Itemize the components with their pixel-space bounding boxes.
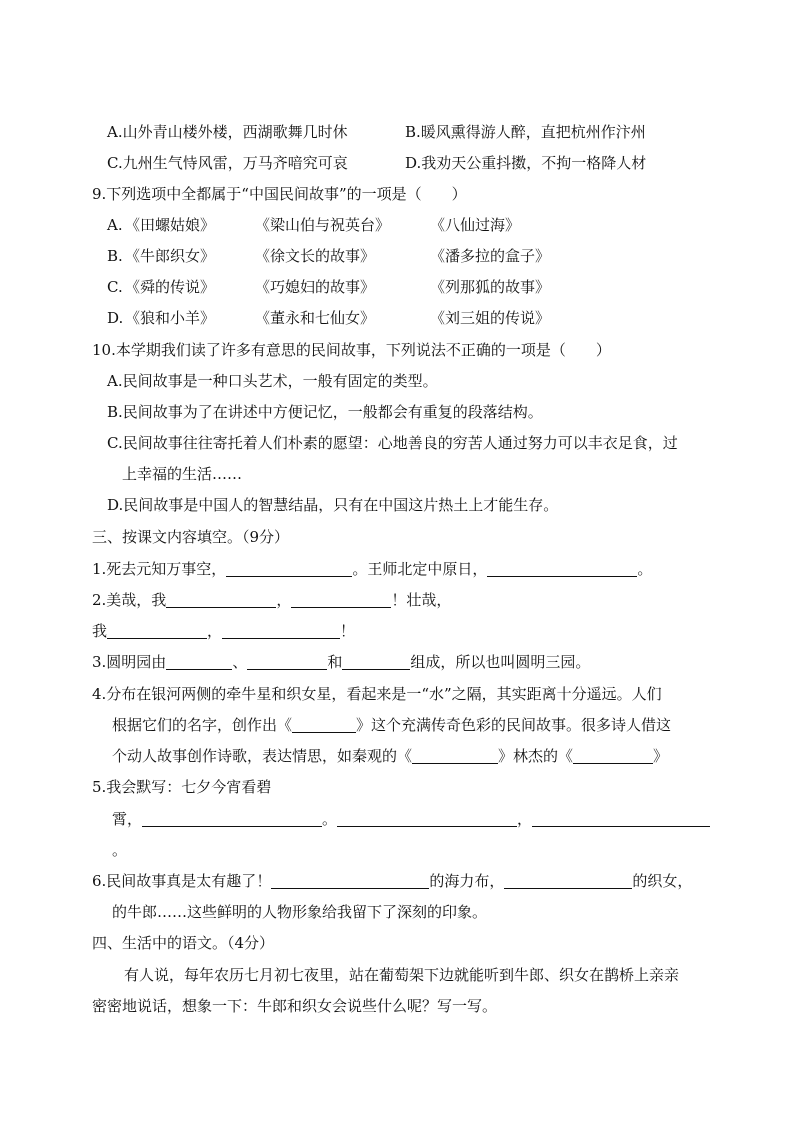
q10-option-b: B.民间故事为了在讲述中方便记忆，一般都会有重复的段落结构。	[107, 403, 543, 421]
fill-5-line1: 5.我会默写：七夕今宵看碧	[92, 778, 272, 796]
fill-4-text-d: 》林杰的《	[498, 747, 574, 765]
q9-option-b-item2: 《徐文长的故事》	[255, 247, 376, 265]
q10-option-c-line1: C.民间故事往往寄托着人们朴素的愿望：心地善良的穷苦人通过努力可以丰衣足食，过	[107, 434, 678, 452]
fill-2-line1	[92, 590, 451, 610]
fill-3-text-b: 、	[232, 653, 248, 671]
q9-option-a-item3: 《八仙过海》	[430, 216, 521, 234]
q9-option-c-item1: 《舜的传说》	[125, 278, 216, 296]
q8-option-c: C.九州生气恃风雷，万马齐喑究可哀	[107, 154, 348, 172]
fill-5-blank-3[interactable]	[532, 811, 710, 827]
q9-option-a-item2: 《梁山伯与祝英台》	[255, 216, 391, 234]
fill-2-blank-4[interactable]	[222, 623, 340, 639]
fill-5-text-c: ，	[517, 810, 533, 828]
q9-option-b-item3: 《潘多拉的盒子》	[430, 247, 551, 265]
fill-4-blank-2[interactable]	[412, 748, 498, 764]
q8-option-b: B.暖风熏得游人醉，直把杭州作汴州	[405, 123, 646, 141]
fill-1-blank-2[interactable]	[487, 561, 637, 577]
fill-6-text-b: 的海力布，	[429, 872, 505, 890]
fill-1-text-c: 。	[637, 560, 653, 578]
fill-5-text-b: 。	[322, 810, 338, 828]
fill-1-blank-1[interactable]	[226, 561, 352, 577]
fill-2-blank-3[interactable]	[107, 623, 207, 639]
fill-3-blank-2[interactable]	[247, 654, 327, 670]
q8-option-d: D.我劝天公重抖擞，不拘一格降人材	[405, 154, 647, 172]
fill-6-line2: 的牛郎……这些鲜明的人物形象给我留下了深刻的印象。	[112, 903, 488, 921]
fill-1-text-a: 1.死去元知万事空，	[92, 560, 227, 578]
fill-4-text-c: 个动人故事创作诗歌，表达情思，如秦观的《	[112, 747, 413, 765]
section4-paragraph-line1: 有人说，每年农历七月初七夜里，站在葡萄架下边就能听到牛郎、织女在鹊桥上亲亲	[124, 966, 680, 984]
section3-heading: 三、按课文内容填空。（9分）	[92, 528, 290, 546]
q8-option-a: A.山外青山楼外楼，西湖歌舞几时休	[107, 123, 348, 141]
q9-option-b-label: B.	[107, 247, 123, 265]
q10-option-c-line2: 上幸福的生活……	[122, 465, 243, 483]
fill-2-line2	[92, 621, 355, 641]
fill-4-blank-1[interactable]	[292, 717, 356, 733]
fill-4-line2	[112, 715, 671, 735]
fill-2-text-f: ！	[340, 622, 356, 640]
fill-2-text-e: ，	[207, 622, 223, 640]
fill-2-text-d: 我	[92, 622, 108, 640]
fill-4-blank-3[interactable]	[573, 748, 653, 764]
fill-2-text-a: 2.美哉，我	[92, 591, 167, 609]
fill-2-text-c: ！壮哉，	[391, 591, 452, 609]
q9-option-b-item1: 《牛郎织女》	[125, 247, 216, 265]
fill-5-text-a: 霄，	[112, 810, 143, 828]
fill-6-text-c: 的织女，	[632, 872, 693, 890]
fill-4-text-a: 根据它们的名字，创作出《	[112, 716, 293, 734]
fill-6-blank-2[interactable]	[504, 873, 632, 889]
q9-stem: 9.下列选项中全都属于“中国民间故事”的一项是（ ）	[92, 185, 467, 203]
q9-option-d-item3: 《刘三姐的传说》	[430, 309, 551, 327]
q10-stem: 10.本学期我们读了许多有意思的民间故事，下列说法不正确的一项是（ ）	[92, 341, 611, 359]
fill-5-blank-1[interactable]	[142, 811, 322, 827]
fill-2-blank-1[interactable]	[166, 592, 276, 608]
q9-option-a-item1: 《田螺姑娘》	[125, 216, 216, 234]
fill-4-line1: 4.分布在银河两侧的牵牛星和织女星，看起来是一“水”之隔，其实距离十分遥远。人们	[92, 685, 662, 703]
fill-3-text-c: 和	[327, 653, 343, 671]
fill-4-line3	[112, 746, 668, 766]
fill-6-text-a: 6.民间故事真是太有趣了！	[92, 872, 272, 890]
q9-option-d-item1: 《狼和小羊》	[125, 309, 216, 327]
q9-option-d-item2: 《董永和七仙女》	[255, 309, 376, 327]
fill-4-text-b: 》这个充满传奇色彩的民间故事。很多诗人借这	[356, 716, 672, 734]
fill-3-blank-3[interactable]	[342, 654, 410, 670]
fill-1	[92, 559, 652, 579]
fill-3-blank-1[interactable]	[166, 654, 232, 670]
fill-5-end: 。	[112, 841, 128, 859]
q9-option-c-label: C.	[107, 278, 123, 296]
fill-1-text-b: 。王师北定中原日，	[352, 560, 488, 578]
q10-option-a: A.民间故事是一种口头艺术，一般有固定的类型。	[107, 372, 438, 390]
q9-option-c-item2: 《巧媳妇的故事》	[255, 278, 376, 296]
fill-3	[92, 652, 590, 672]
section4-heading: 四、生活中的语文。（4分）	[92, 934, 275, 952]
q9-option-a-label: A.	[107, 216, 123, 234]
fill-3-text-a: 3.圆明园由	[92, 653, 167, 671]
q9-option-d-label: D.	[107, 309, 124, 327]
fill-3-text-d: 组成，所以也叫圆明三园。	[410, 653, 591, 671]
fill-2-text-b: ，	[276, 591, 292, 609]
section4-paragraph-line2: 密密地说话，想象一下：牛郎和织女会说些什么呢？写一写。	[92, 997, 498, 1015]
fill-2-blank-2[interactable]	[291, 592, 391, 608]
fill-5-line2	[112, 809, 710, 829]
fill-4-text-e: 》	[653, 747, 669, 765]
fill-5-blank-2[interactable]	[337, 811, 517, 827]
fill-6-line1	[92, 871, 692, 891]
q10-option-d: D.民间故事是中国人的智慧结晶，只有在中国这片热土上才能生存。	[107, 496, 559, 514]
fill-6-blank-1[interactable]	[271, 873, 429, 889]
q9-option-c-item3: 《列那狐的故事》	[430, 278, 551, 296]
